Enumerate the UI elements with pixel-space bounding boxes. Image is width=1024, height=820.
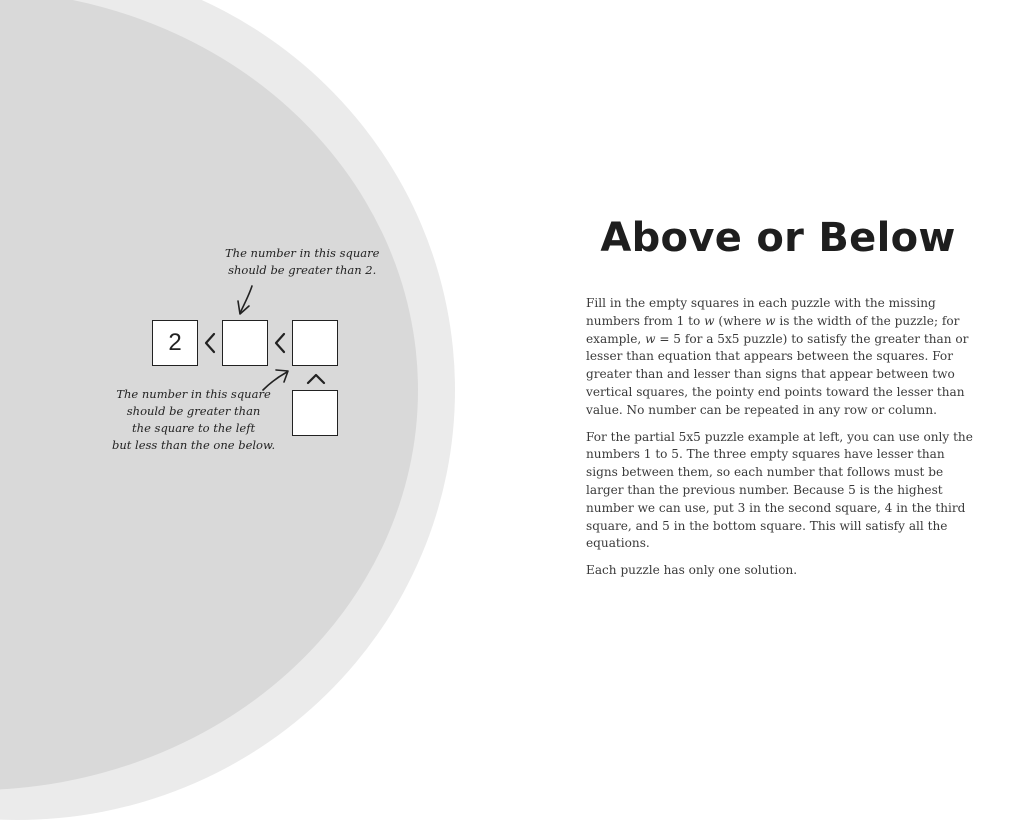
- text-run: (where: [714, 313, 766, 328]
- instructions-text: [586, 295, 978, 589]
- annotation-top-line: The number in this square: [225, 246, 380, 260]
- annotation-left-line: should be greater than: [126, 404, 261, 418]
- text-run: is the width of the puzzle; for example,: [586, 313, 960, 346]
- less-than-sign-1: [206, 334, 214, 352]
- diagram-signs-and-arrows: [0, 0, 520, 768]
- page-title: Above or Below: [600, 215, 956, 261]
- annotation-top-line: should be greater than 2.: [228, 263, 377, 277]
- text-run: For the partial 5x5 puzzle example at left, you can use only the numbers 1 to 5. The three empty squares have lesser than signs between them, so each number that follows must be larger than the previous number. Because 5 is the highest number we can use, put 3 in the second square, 4 in the third square, and 5 in the bottom square. This will satisfy all the equations.: [586, 429, 973, 551]
- annotation-left-line: the square to the left: [132, 421, 256, 435]
- puzzle-cell-first: 2: [152, 320, 198, 366]
- text-run: Fill in the empty squares in each puzzle with the missing numbers from 1 to: [586, 296, 936, 328]
- instructions-paragraph: [586, 429, 978, 554]
- annotation-left-line: The number in this square: [116, 387, 271, 401]
- text-run: Each puzzle has only one solution.: [586, 563, 798, 578]
- annotation-left-line: but less than the one below.: [112, 438, 276, 452]
- instructions-paragraph: [586, 562, 978, 580]
- instructions-paragraph: [586, 295, 978, 420]
- text-run: = 5 for a 5x5 puzzle) to satisfy the greater than or lesser than equation that appears between the squares. For greater than and lesser than signs that appear between two vertical squares, the pointy end points toward the lesser than value. No number can be repeated in any row or column.: [586, 331, 969, 417]
- arrow-up-right-icon: [263, 370, 288, 390]
- variable-w: w: [704, 313, 715, 328]
- arrow-down-icon: [238, 286, 252, 314]
- less-than-sign-vertical: [308, 375, 324, 383]
- variable-w: w: [765, 313, 776, 328]
- less-than-sign-2: [276, 334, 284, 352]
- variable-w: w: [645, 331, 656, 346]
- example-diagram: [0, 0, 520, 768]
